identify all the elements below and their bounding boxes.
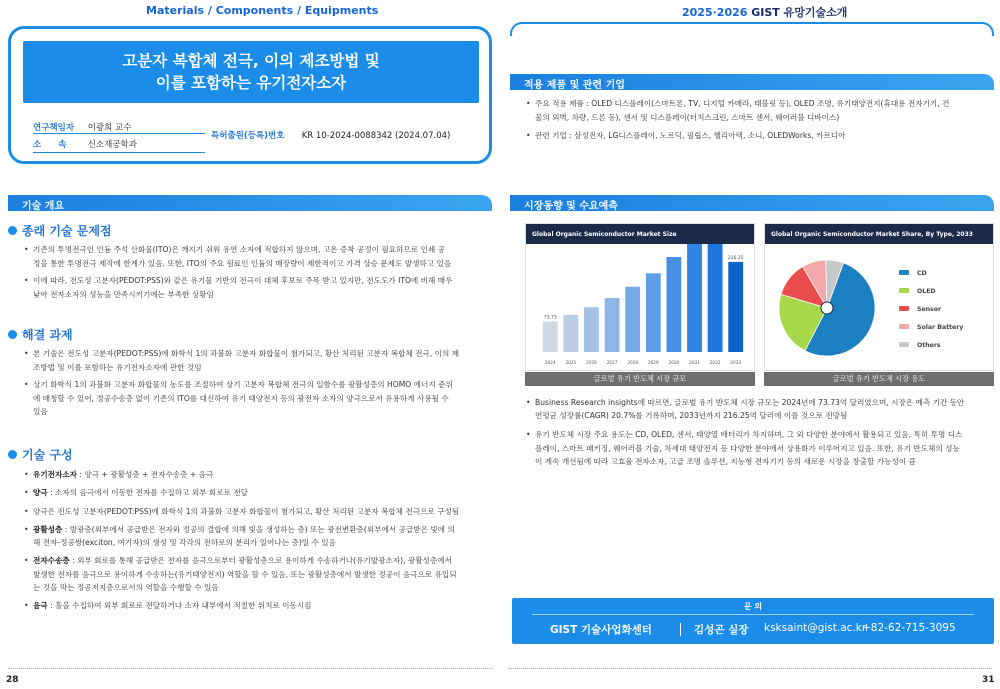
footer-divider [508,668,992,669]
contact-phone: +82-62-715-3095 [862,622,956,634]
solution-title: 해결 과제 [22,328,73,342]
list-item: 연평균 성장률(CAGR) 20.7%를 기록하며, 2033년까지 216.25억 달러에 이를 것으로 전망됨 [535,411,848,421]
right-page [500,0,1000,689]
tick-label-2024: 2024 [544,360,556,365]
solution-list [24,347,493,419]
legend-swatch-solar-battery [899,324,909,329]
gist-logo-footer: GIST [550,624,578,636]
contact-separator [680,623,681,636]
pie-chart [764,223,994,371]
contact-divider [532,614,974,615]
problem-heading [8,222,112,239]
problem-list [24,243,493,301]
contact-box [512,598,994,644]
application-list [526,97,995,143]
patent-row [211,129,450,141]
market-list [526,396,995,468]
pie-chart-title: Global Organic Semiconductor Market Share, By Type, 2033 [765,224,993,244]
list-item: 있음 [33,407,48,416]
bar-2031 [687,244,702,352]
logo-badge-icon [821,302,833,314]
contact-person: 김성곤 실장 [694,624,749,636]
bar-chart-caption: 글로벌 유기 반도체 시장 규모 [525,372,755,386]
legend-label-others: Others [917,342,941,349]
bullet-dot-icon [8,330,17,339]
legend-swatch-cd [899,270,909,275]
title-banner [23,41,479,103]
list-item: 낮아 전자소자의 성능을 만족시키기에는 부족한 상황임 [33,289,214,299]
bar-2029 [646,273,661,352]
list-item: • 유기전자소자 : 양극 + 광활성층 + 전자수송층 + 음극 [24,470,214,479]
tick-label-2026: 2026 [586,360,597,365]
center-name: 기술사업화센터 [580,624,652,636]
list-item: • 양극 : 소자의 음극에서 이동한 전자를 수집하고 외부 회로로 전달 [24,488,249,498]
data-label-last: 216.25 [727,255,744,261]
tick-label-2030: 2030 [668,360,680,365]
bar-2024 [543,321,558,352]
brand-label [682,4,847,20]
solution-heading [8,326,73,343]
brand-suffix: 유망기술소개 [783,6,848,19]
list-item: • 기존의 투명전극인 인듐 주석 산화물(ITO)은 깨지기 쉬워 유연 소자에 적합하지 않으며, 고온 증착 공정이 필요하므로 인쇄 공 [24,245,445,254]
bar-2028 [625,287,640,352]
section-overview: 기술 개요 [8,195,492,211]
legend-label-oled: OLED [917,288,936,295]
page-number-left: 28 [6,675,19,685]
list-item: 조방법 및 이를 포함하는 유기전자소자에 관한 것임 [33,362,202,372]
list-item: 플레이, 스마트 패키징, 웨어러블 기술, 차세대 태양전지 등 다양한 분야에서 상용화가 이루어지고 있음. 또한, 유기 반도체의 성능 [535,443,960,453]
researcher-key: 연구책임자 [33,123,75,133]
bullet-dot-icon [8,226,17,235]
legend-swatch-oled [899,288,909,293]
list-item: • 관련 기업 : 삼성전자, LG디스플레이, 노르딕, 필립스, 헬리아텍, 소니, OLEDWorks, 카르디아 [526,131,846,140]
researcher-value: 이광희 교수 [87,123,132,133]
patent-key: 특허출원(등록)번호 [211,131,285,141]
list-item: 물의 외벽, 차량, 드론 등), 센서 및 디스플레이(터치스크린, 스마트 센서, 웨어러블 디바이스) [535,112,840,122]
list-item: 해 전자-정공쌍(exciton, 여기자)의 생성 및 각각의 전하로의 분리가 일어나는 층)일 수 있음 [33,538,336,548]
tick-label-2029: 2029 [647,360,659,365]
top-frame [510,22,994,36]
title-box [8,26,492,164]
pie-chart-plot [765,244,993,370]
legend-label-cd: CD [917,270,927,277]
bar-2025 [563,315,578,352]
tick-label-2028: 2028 [627,360,639,365]
bar-2026 [584,307,599,352]
list-item: • 본 기술은 전도성 고분자(PEDOT:PSS)에 화학식 1의 과불화 고분자 화합물이 첨가되고, 황산 처리된 고분자 복합체 전극, 이의 제 [24,349,460,358]
problem-title: 종래 기술 문제점 [22,224,112,238]
footer-divider [8,668,492,669]
list-item: 이 계속 개선됨에 따라 고효율 전자소자, 고급 조명 솔루션, 지능형 전자기기 등의 새로운 시장을 창출할 가능성이 큼 [535,456,916,466]
list-item: 에 매칭할 수 있어, 정공수송층 없이 기존의 ITO를 대신하여 유기 태양전지 등의 광전자 소자의 양극으로서 유용하게 사용될 수 [33,393,449,403]
bar-2030 [666,257,681,352]
bar-2032 [708,244,723,352]
title-line-2: 이를 포함하는 유기전자소자 [155,74,347,92]
list-item: • Business Research insights에 따르면, 글로벌 유기 반도체 시장 규모는 2024년에 73.73억 달러였으며, 시장은 예측 기간 동안 [526,398,965,407]
list-item: • 전자수송층 : 외부 회로를 통해 공급받은 전자를 음극으로부터 광활성층으로 용이하게 수송하거나(유기발광소자), 광활성층에서 [24,556,452,566]
bar-chart-title: Global Organic Semiconductor Market Size [526,224,754,244]
legend-label-sensor: Sensor [917,306,942,313]
legend-swatch-others [899,342,909,347]
list-item: • 상기 화학식 1의 과불화 고분자 화합물의 농도를 조절하여 상기 고분자 복합체 전극의 일함수를 광활성층의 HOMO 에너지 준위 [24,380,453,389]
dept-row [33,138,137,150]
config-title: 기술 구성 [22,448,73,462]
contact-title: 문 의 [743,602,763,611]
legend-swatch-sensor [899,306,909,311]
category-label: Materials / Components / Equipments [146,4,379,17]
list-item: 정을 통한 투명전극 제작에 한계가 있음. 또한, ITO의 주요 원료인 인듐의 매장량이 제한적이고 가격 상승 문제도 발생하고 있음 [33,258,452,268]
config-heading [8,446,73,463]
tick-label-2027: 2027 [606,360,618,365]
bar-2027 [605,298,620,352]
bar-chart [525,223,755,371]
data-label-first: 73.73 [543,315,557,321]
tick-label-2032: 2032 [709,360,721,365]
section-market: 시장동향 및 수요예측 [510,195,994,211]
contact-email[interactable]: ksksaint@gist.ac.kr [764,622,867,634]
patent-value: KR 10-2024-0088342 (2024.07.04) [301,131,451,141]
meta-divider-bottom [33,152,205,153]
tick-label-2025: 2025 [565,360,577,365]
page-number-right: 31 [982,675,995,685]
title-line-1: 고분자 복합체 전극, 이의 제조방법 및 [122,52,380,70]
researcher-row [33,121,131,133]
list-item: • 음극 : 홀을 수집하여 외부 회로로 전달하거나 소자 내부에서 적절한 위치로 이동시킴 [24,601,312,611]
list-item: • 양극은 전도성 고분자(PEDOT:PSS)에 화학식 1의 과불화 고분자 화합물이 첨가되고, 황산 처리된 고분자 복합체 전극으로 구성됨 [24,506,460,516]
list-item: 발생한 전자를 음극으로 용이하게 수송하는(유기태양전지) 역할을 할 수 있음, 또는 광활성층에서 발생한 정공이 음극으로 유입되 [33,569,457,579]
tick-label-2033: 2033 [730,360,742,365]
bullet-dot-icon [8,450,17,459]
brand-year: 2025·2026 [682,6,748,19]
bar-2033 [728,262,743,352]
dept-value: 신소재공학과 [87,140,137,150]
dept-key: 소 속 [33,140,67,150]
tick-label-2031: 2031 [689,360,700,365]
pie-chart-caption: 글로벌 유기 반도체 시장 용도 [764,372,994,386]
legend-label-solar-battery: Solar Battery [917,324,964,331]
list-item: • 유기 반도체 시장 주요 용도는 CD, OLED, 센서, 태양열 배터리가 차지하며, 그 외 다양한 분야에서 활용되고 있음, 특히 투명 디스 [526,430,963,440]
list-item: 는 것을 막는 정공저지층으로서의 역할을 수행할 수 있음 [33,583,219,593]
section-application: 적용 제품 및 관련 기업 [510,74,994,90]
list-item: • 주요 적용 제품 : OLED 디스플레이(스마트폰, TV, 디지털 카메라, 태블릿 등), OLED 조명, 유기태양전지(휴대용 전자기기, 건 [526,99,950,108]
gist-logo: GIST [751,6,780,19]
list-item: • 광활성층 : 발광층(외부에서 공급받은 전자와 정공의 결합에 의해 빛을 생성하는 층) 또는 광전변환층(외부에서 공급받은 빛에 의 [24,524,455,534]
meta-divider [33,133,205,134]
bar-chart-plot [526,244,754,370]
config-list [24,468,493,613]
contact-org [550,622,652,637]
list-item: • 이에 따라, 전도성 고분자(PEDOT:PSS)와 같은 유기물 기반의 전극이 대체 후보로 주목 받고 있지만, 전도도가 ITO에 비해 매우 [24,276,453,285]
